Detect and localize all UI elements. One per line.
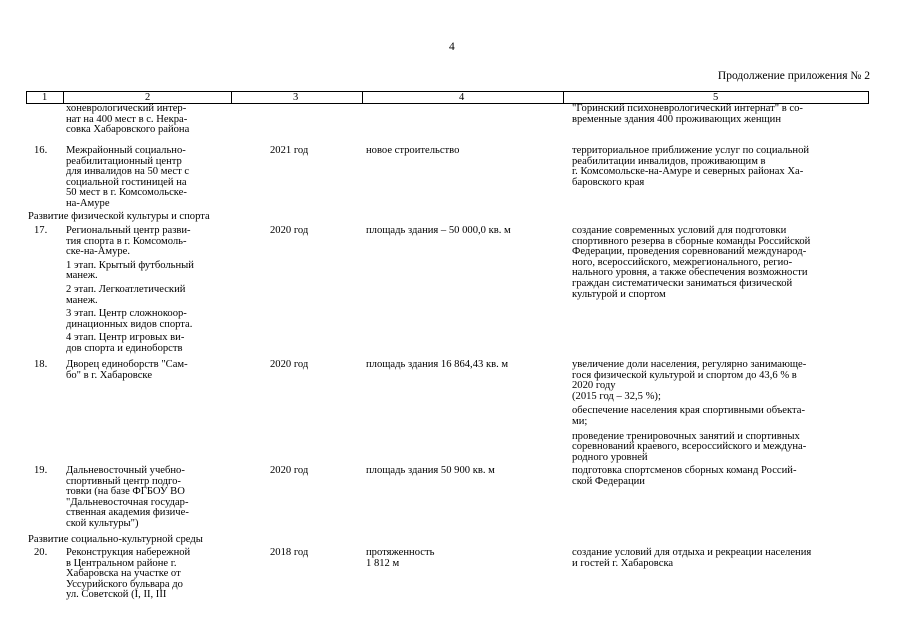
result-cell-line: и гостей г. Хабаровска [572, 557, 674, 569]
row-number: 17. [34, 225, 48, 236]
header-col-1: 1 [42, 92, 48, 103]
section-heading: Развитие социально-культурной среды [28, 534, 203, 545]
object-name-line: "Дальневосточная государ- [66, 496, 189, 508]
measure-cell-line: площадь здания – 50 000,0 кв. м [366, 225, 511, 236]
col-divider [563, 92, 564, 103]
measure-cell [366, 360, 508, 371]
result-paragraph-line: родного уровней [572, 451, 648, 463]
col-divider [231, 92, 232, 103]
row-number: 18. [34, 359, 48, 370]
result-paragraph-line: гося физической культурой и спортом до 43,6 % в [572, 369, 797, 381]
result-cell-line: баровского края [572, 176, 645, 188]
stage-item-line: 2 этап. Легкоатлетический [66, 284, 186, 295]
object-name-line: ской культуры") [66, 517, 139, 529]
result-cell [572, 226, 810, 300]
result-cell-line: ного, всероссийского, межрегионального, регио- [572, 256, 793, 268]
result-cell-line: нального уровня, а также обеспечения возможности [572, 267, 808, 279]
result-cell-line: Федерации, проведения соревнований международ- [572, 246, 807, 258]
result-cell-line: спортивного резерва в сборные команды Российской [572, 235, 811, 247]
result-cell-line: ской Федерации [572, 475, 645, 487]
result-paragraph-line: 2020 году [572, 380, 616, 392]
object-name-line: Хабаровска на участке от [66, 568, 181, 580]
measure-cell [366, 548, 434, 569]
object-name-line: нат на 400 мест в с. Некра- [66, 113, 188, 125]
measure-cell-line: новое строительство [366, 145, 460, 156]
row-number: 16. [34, 145, 48, 156]
result-paragraph-line: проведение тренировочных занятий и спортивных [572, 430, 800, 442]
object-name-line: тия спорта в г. Комсомоль- [66, 235, 187, 247]
col-divider [362, 92, 363, 103]
result-paragraph-line: увеличение доли населения, регулярно занимающе- [572, 359, 807, 370]
stage-item-line: дов спорта и единоборств [66, 342, 183, 354]
object-name-line: хоневрологический интер- [66, 103, 187, 114]
stage-item-line: динационных видов спорта. [66, 318, 193, 330]
result-cell-line: подготовка спортсменов сборных команд Россий- [572, 465, 797, 476]
year-cell: 2018 год [270, 547, 309, 558]
result-cell-line: создание условий для отдыха и рекреации населения [572, 547, 812, 558]
object-name [66, 548, 190, 601]
object-name-line: ул. Советской (I, II, III [66, 589, 167, 601]
object-name-line: Уссурийского бульвара до [66, 578, 183, 590]
object-name-line: в Центральном районе г. [66, 557, 177, 569]
stage-item [66, 261, 194, 282]
object-name-line: для инвалидов на 50 мест с [66, 166, 190, 178]
result-cell-line: реабилитации инвалидов, проживающим в [572, 155, 766, 167]
result-paragraph [572, 360, 806, 402]
result-cell [572, 548, 811, 569]
stage-item-line: манеж. [66, 270, 98, 282]
object-name-line: товки (на базе ФГБОУ ВО [66, 486, 185, 498]
result-cell-line: временные здания 400 проживающих женщин [572, 113, 781, 125]
result-paragraph-line: ми; [572, 415, 588, 427]
result-cell-line: "Горинский психоневрологический интернат" в со- [572, 103, 803, 114]
object-name [66, 104, 189, 136]
object-name-line: спортивный центр подго- [66, 475, 181, 487]
measure-cell-line: протяженность [366, 547, 435, 558]
year-cell: 2020 год [270, 225, 309, 236]
measure-cell-line: площадь здания 50 900 кв. м [366, 465, 495, 476]
stage-item [66, 309, 192, 330]
stage-item-line: 3 этап. Центр сложнокоор- [66, 308, 187, 320]
measure-cell-line: 1 812 м [366, 557, 400, 569]
result-paragraph-line: соревнований краевого, всероссийского и междуна- [572, 441, 807, 453]
header-col-3: 3 [293, 92, 299, 103]
result-paragraph-line: (2015 год – 32,5 %); [572, 390, 661, 402]
result-cell [572, 466, 796, 487]
object-name-line: 50 мест в г. Комсомольске- [66, 187, 187, 199]
object-name [66, 146, 189, 210]
result-paragraph [572, 432, 806, 464]
continuation-label: Продолжение приложения № 2 [717, 70, 870, 82]
object-name-line: Региональный центр разви- [66, 225, 191, 236]
measure-cell [366, 466, 495, 477]
stage-item [66, 285, 185, 306]
result-cell-line: создание современных условий для подготовки [572, 225, 787, 236]
year-cell: 2021 год [270, 145, 309, 156]
header-col-2: 2 [145, 92, 151, 103]
object-name-line: ске-на-Амуре. [66, 246, 131, 258]
result-paragraph-line: обеспечение населения края спортивными объекта- [572, 405, 805, 417]
measure-cell [366, 146, 459, 157]
header-col-4: 4 [459, 92, 465, 103]
header-col-5: 5 [713, 92, 719, 103]
object-name-line: социальной гостиницей на [66, 176, 187, 188]
object-name-line: совка Хабаровского района [66, 124, 190, 136]
object-name-line: Дворец единоборств "Сам- [66, 359, 188, 370]
object-name-line: реабилитационный центр [66, 155, 182, 167]
object-name [66, 360, 188, 381]
row-number: 19. [34, 465, 48, 476]
result-cell [572, 104, 803, 125]
page-number: 4 [449, 41, 455, 53]
result-cell-line: г. Комсомольске-на-Амуре и северных районах Ха- [572, 166, 804, 178]
measure-cell [366, 226, 511, 237]
section-heading: Развитие физической культуры и спорта [28, 211, 210, 222]
result-cell-line: территориальное приближение услуг по социальной [572, 145, 810, 156]
year-cell: 2020 год [270, 465, 309, 476]
result-cell-line: граждан систематически заниматься физической [572, 277, 793, 289]
object-name-line: бо" в г. Хабаровске [66, 369, 153, 381]
object-name-line: ственная академия физиче- [66, 507, 189, 519]
measure-cell-line: площадь здания 16 864,43 кв. м [366, 359, 509, 370]
object-name [66, 466, 189, 530]
stage-item [66, 333, 184, 354]
result-cell-line: культурой и спортом [572, 288, 666, 300]
object-name-line: Дальневосточный учебно- [66, 465, 185, 476]
stage-item-line: манеж. [66, 294, 98, 306]
year-cell: 2020 год [270, 359, 309, 370]
result-cell [572, 146, 809, 188]
row-number: 20. [34, 547, 48, 558]
stage-item-line: 4 этап. Центр игровых ви- [66, 332, 185, 344]
stage-item-line: 1 этап. Крытый футбольный [66, 259, 194, 271]
col-divider [63, 92, 64, 103]
object-name-line: Реконструкция набережной [66, 547, 191, 558]
object-name-line: Межрайонный социально- [66, 145, 186, 156]
object-name-line: на-Амуре [66, 197, 110, 209]
result-paragraph [572, 406, 805, 427]
object-name [66, 226, 191, 258]
